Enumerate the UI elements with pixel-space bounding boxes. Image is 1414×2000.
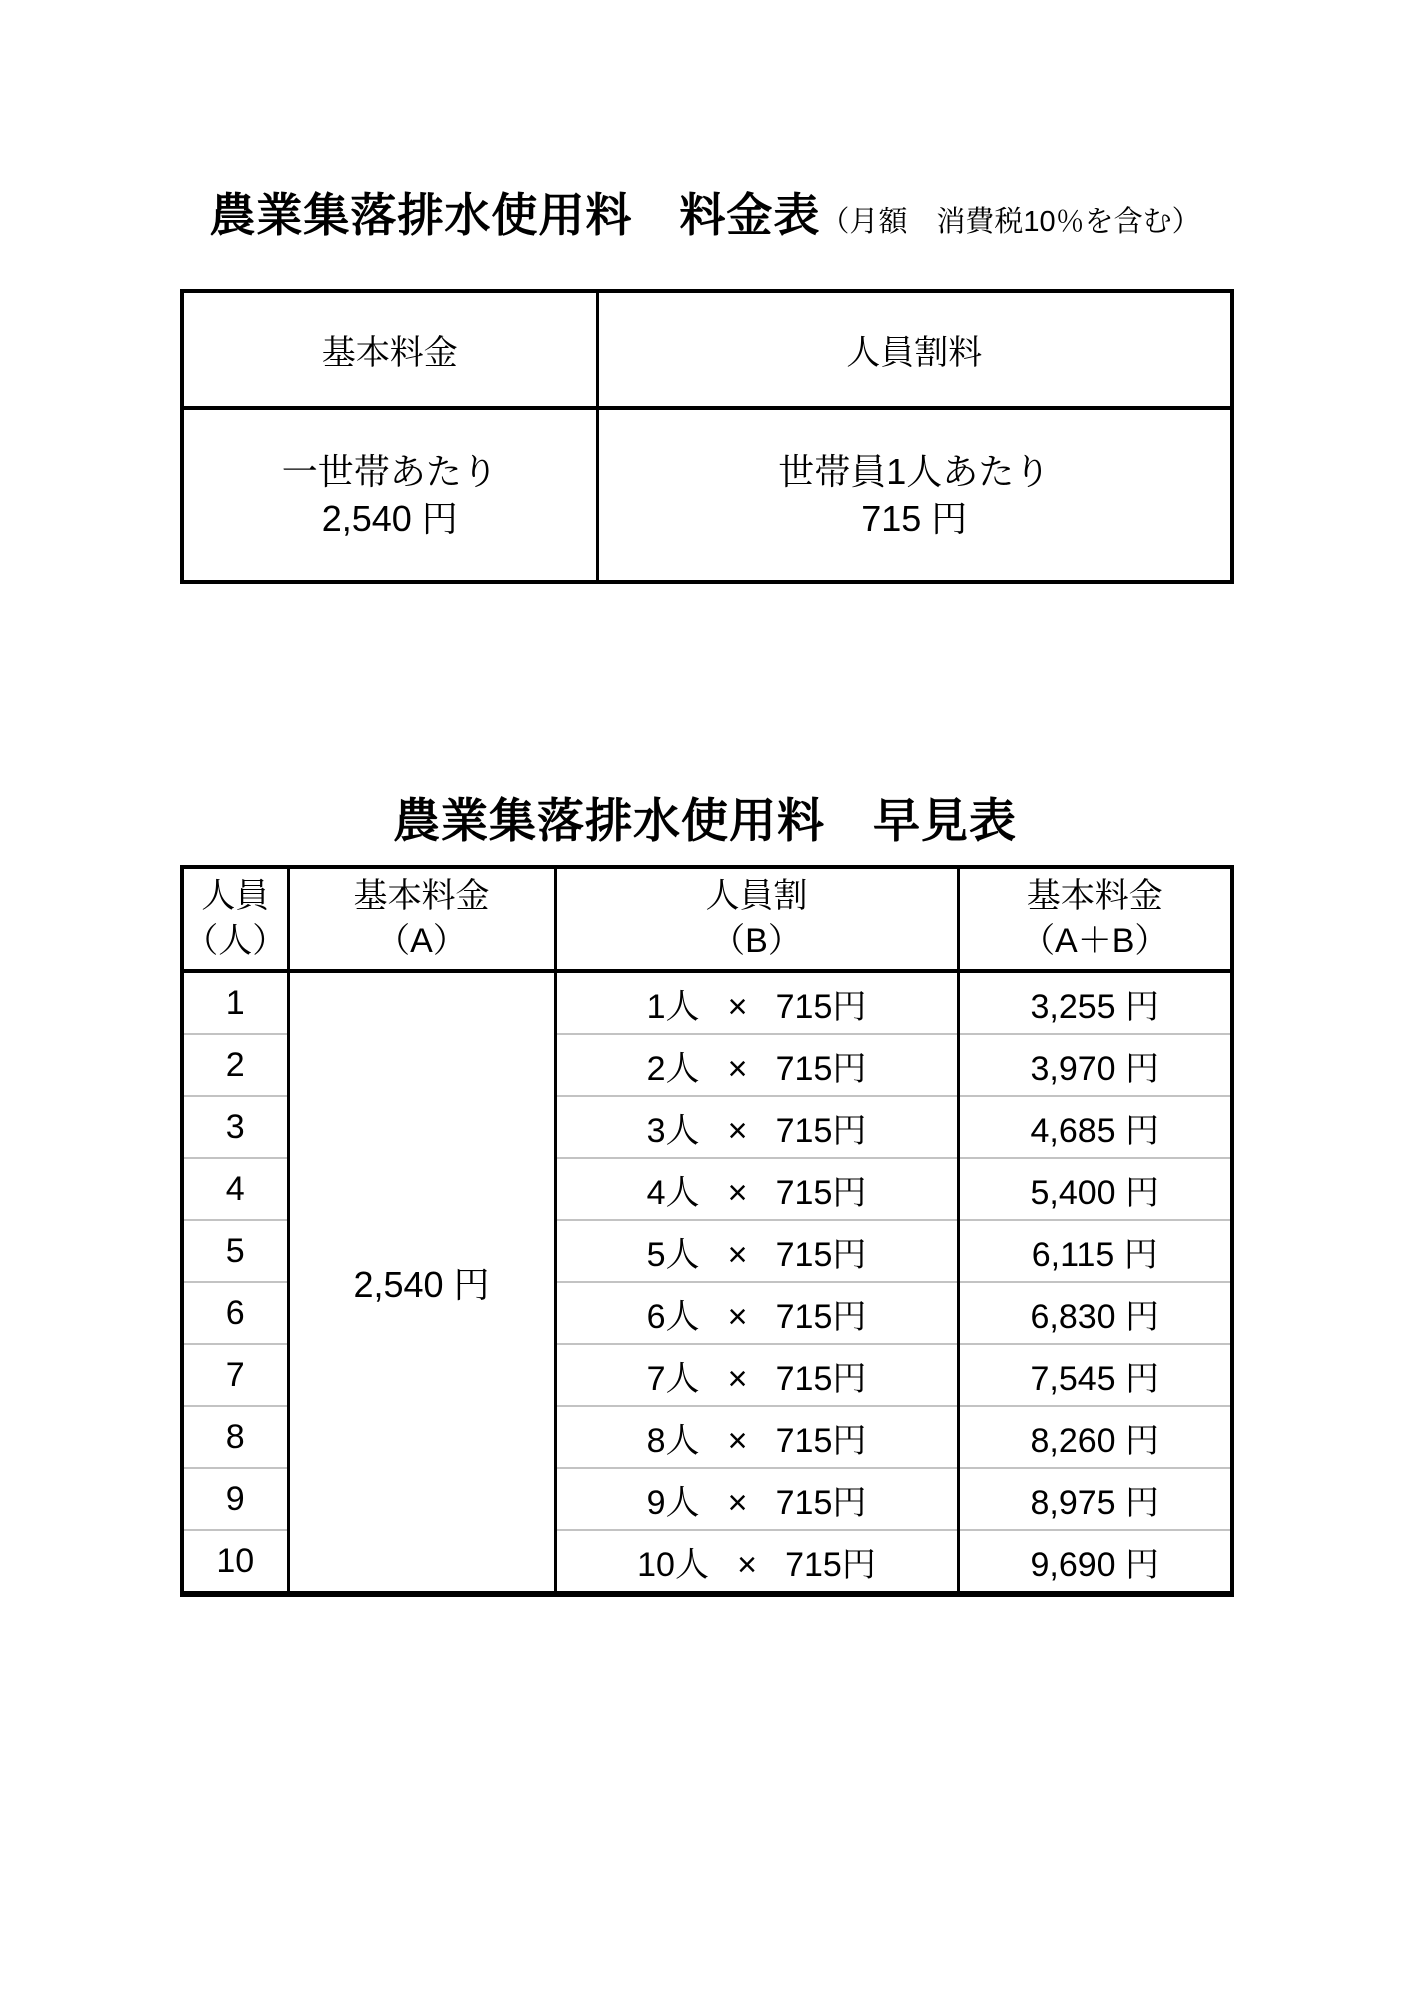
- total-cell: 9,690 円: [958, 1530, 1232, 1594]
- rate-table-header-basic: 基本料金: [182, 291, 597, 408]
- calc-cell: 7人 × 715円: [555, 1344, 958, 1406]
- persons-cell: 5: [182, 1220, 288, 1282]
- fee-table-title-note: （月額 消費税10％を含む）: [820, 206, 1201, 238]
- total-cell: 5,400 円: [958, 1158, 1232, 1220]
- persons-cell: 1: [182, 971, 288, 1034]
- persons-cell: 2: [182, 1034, 288, 1096]
- persons-cell: 3: [182, 1096, 288, 1158]
- merged-basic-fee-cell: 2,540 円: [288, 971, 555, 1594]
- per-person-fee-label: 世帯員1人あたり: [778, 451, 1051, 492]
- quick-header-total-line2: （A＋B）: [1021, 922, 1169, 960]
- rate-table: [180, 289, 1234, 584]
- persons-cell: 10: [182, 1530, 288, 1594]
- calc-cell: 3人 × 715円: [555, 1096, 958, 1158]
- calc-cell: 10人 × 715円: [555, 1530, 958, 1594]
- total-cell: 7,545 円: [958, 1344, 1232, 1406]
- total-cell: 6,115 円: [958, 1220, 1232, 1282]
- quick-header-persons-line1: 人員: [201, 877, 270, 915]
- total-cell: 8,260 円: [958, 1406, 1232, 1468]
- quick-header-per-person: [555, 867, 958, 971]
- persons-cell: 6: [182, 1282, 288, 1344]
- quick-table-title: 農業集落排水使用料 早見表: [393, 794, 1017, 847]
- calc-cell: 6人 × 715円: [555, 1282, 958, 1344]
- basic-fee-amount: 2,540 円: [321, 498, 458, 539]
- total-cell: 3,970 円: [958, 1034, 1232, 1096]
- quick-header-persons-line2: （人）: [184, 922, 287, 960]
- total-cell: 3,255 円: [958, 971, 1232, 1034]
- calc-cell: 9人 × 715円: [555, 1468, 958, 1530]
- total-cell: 4,685 円: [958, 1096, 1232, 1158]
- basic-fee-label: 一世帯あたり: [281, 451, 498, 492]
- basic-fee-cell: [182, 408, 597, 582]
- quick-header-total-line1: 基本料金: [1026, 877, 1163, 915]
- document-content: [180, 0, 1230, 1597]
- calc-cell: 8人 × 715円: [555, 1406, 958, 1468]
- persons-cell: 8: [182, 1406, 288, 1468]
- quick-header-per-person-line1: 人員割: [705, 877, 808, 915]
- table-row: [182, 971, 1232, 1034]
- quick-header-total: [958, 867, 1232, 971]
- persons-cell: 9: [182, 1468, 288, 1530]
- calc-cell: 1人 × 715円: [555, 971, 958, 1034]
- calc-cell: 5人 × 715円: [555, 1220, 958, 1282]
- quick-header-basic: [288, 867, 555, 971]
- persons-cell: 4: [182, 1158, 288, 1220]
- persons-cell: 7: [182, 1344, 288, 1406]
- fee-table-title: [180, 186, 1230, 256]
- quick-header-basic-line1: 基本料金: [353, 877, 490, 915]
- rate-table-header-row: [182, 291, 1232, 408]
- calc-cell: 2人 × 715円: [555, 1034, 958, 1096]
- total-cell: 6,830 円: [958, 1282, 1232, 1344]
- per-person-fee-amount: 715 円: [861, 498, 968, 539]
- quick-header-per-person-line2: （B）: [711, 922, 802, 960]
- quick-header-basic-line2: （A）: [376, 922, 467, 960]
- per-person-fee-cell: [597, 408, 1232, 582]
- quick-table-header-row: [182, 867, 1232, 971]
- rate-table-value-row: [182, 408, 1232, 582]
- quick-reference-table: [180, 865, 1234, 1597]
- fee-table-title-main: 農業集落排水使用料 料金表: [209, 189, 821, 241]
- rate-table-header-per-person: 人員割料: [597, 291, 1232, 408]
- calc-cell: 4人 × 715円: [555, 1158, 958, 1220]
- quick-header-persons: [182, 867, 288, 971]
- total-cell: 8,975 円: [958, 1468, 1232, 1530]
